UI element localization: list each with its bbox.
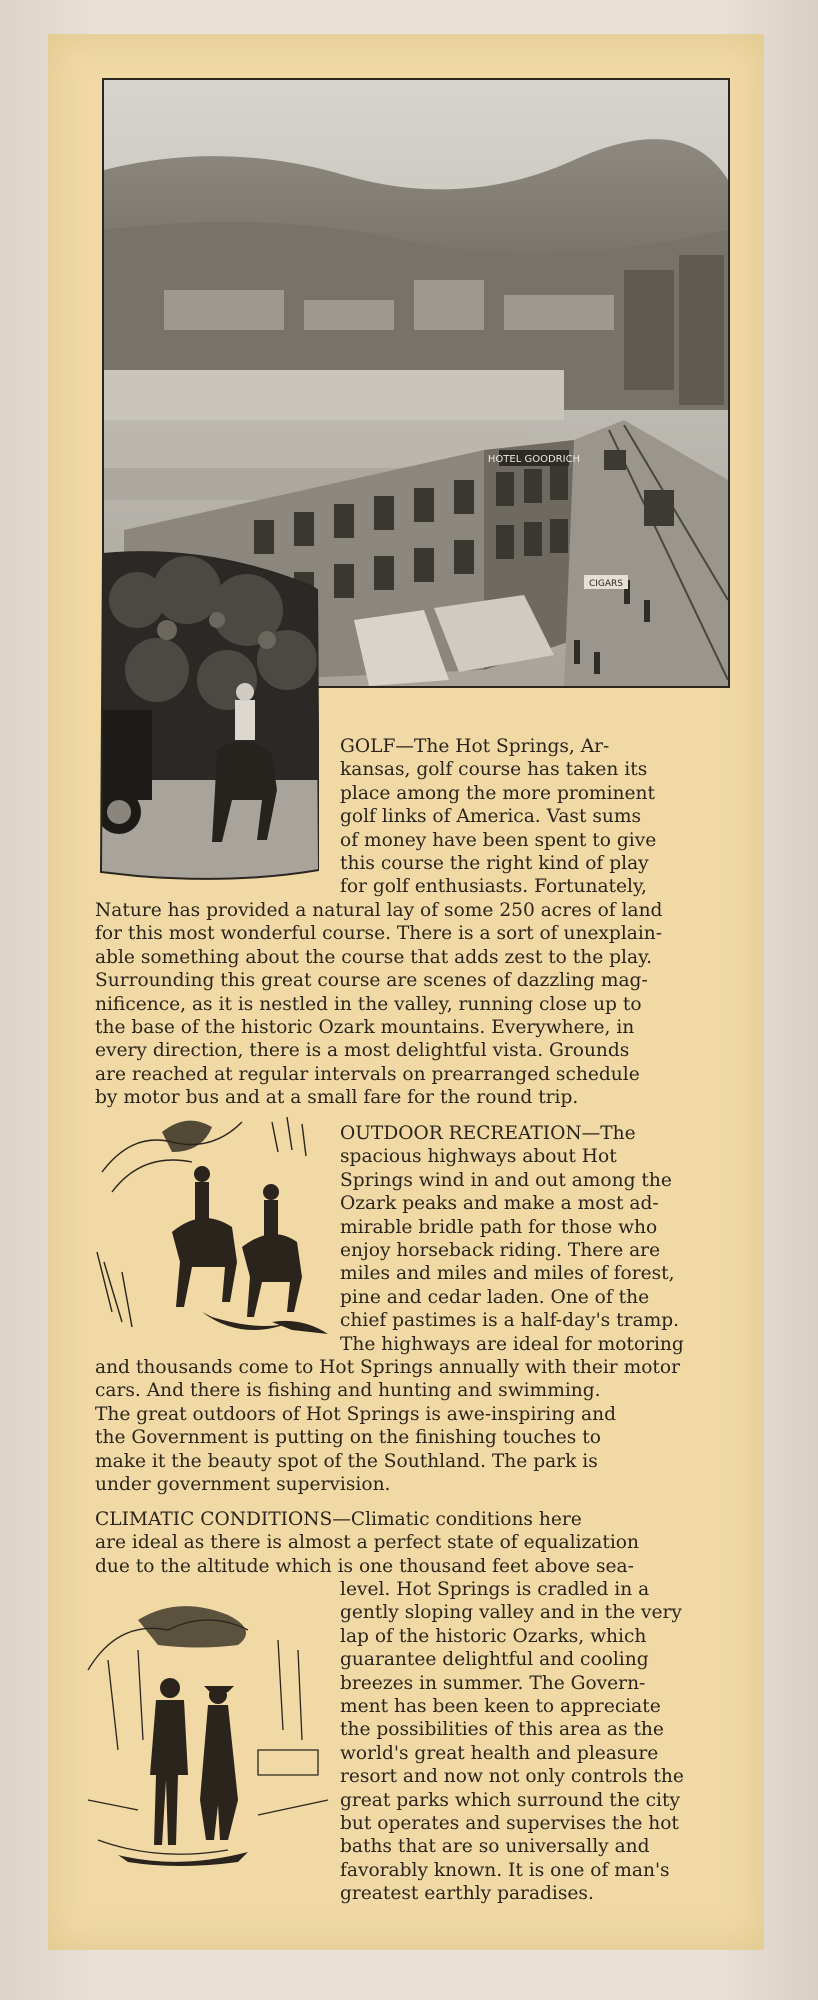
golf-line-11: Surrounding this great course are scenes of dazzling mag- <box>95 970 648 992</box>
golf-line-7: for golf enthusiasts. Fortunately, <box>340 876 647 898</box>
horseback-riders-sketch-icon <box>92 1112 330 1348</box>
strolling-couple-sketch-icon <box>78 1600 336 1870</box>
climatic-line-4: level. Hot Springs is cradled in a <box>340 1579 650 1600</box>
climatic-line-2: are ideal as there is almost a perfect state of equalization <box>95 1532 639 1554</box>
golfer-horse-inset-photo <box>97 550 319 884</box>
outdoor-line-11: and thousands come to Hot Springs annually with their motor <box>95 1357 680 1378</box>
golf-line-1: GOLF—The Hot Springs, Ar- <box>340 736 610 757</box>
climatic-paragraph-lead <box>95 1508 728 1578</box>
climatic-line-6: lap of the historic Ozarks, which <box>340 1625 647 1647</box>
climatic-line-7: guarantee delightful and cooling <box>340 1649 649 1671</box>
outdoor-line-2: spacious highways about Hot <box>340 1146 617 1168</box>
climatic-line-9: ment has been keen to appreciate <box>340 1696 661 1718</box>
climatic-line-13: great parks which surround the city <box>340 1789 680 1811</box>
golf-line-9: for this most wonderful course. There is a sort of unexplain- <box>95 923 663 945</box>
climatic-line-1: CLIMATIC CONDITIONS—Climatic conditions here <box>95 1509 582 1530</box>
outdoor-line-5: mirable bridle path for those who <box>340 1216 658 1238</box>
strolling-couple-sketch <box>78 1600 336 1870</box>
climatic-line-5: gently sloping valley and in the very <box>340 1602 682 1624</box>
outdoor-line-15: make it the beauty spot of the Southland. The park is <box>95 1450 598 1472</box>
golf-line-3: place among the more prominent <box>340 782 655 804</box>
horseback-riders-sketch <box>92 1112 330 1348</box>
climatic-line-12: resort and now not only controls the <box>340 1766 684 1788</box>
outdoor-paragraph-body <box>95 1356 728 1496</box>
outdoor-line-7: miles and miles and miles of forest, <box>340 1263 675 1285</box>
cigars-sign: CIGARS <box>588 579 624 589</box>
golf-line-6: this course the right kind of play <box>340 853 649 875</box>
golf-paragraph-lead <box>340 735 728 899</box>
outdoor-line-1: OUTDOOR RECREATION—The <box>340 1123 636 1144</box>
golf-line-10: able something about the course that adds zest to the play. <box>95 946 653 968</box>
outdoor-line-8: pine and cedar laden. One of the <box>340 1286 650 1308</box>
climatic-line-15: baths that are so universally and <box>340 1836 650 1858</box>
golf-line-8: Nature has provided a natural lay of some 250 acres of land <box>95 900 663 921</box>
climatic-line-17: greatest earthly paradises. <box>340 1883 594 1905</box>
golf-line-2: kansas, golf course has taken its <box>340 759 648 781</box>
golf-line-5: of money have been spent to give <box>340 829 657 851</box>
golf-line-15: are reached at regular intervals on prearranged schedule <box>95 1063 640 1085</box>
golf-line-14: every direction, there is a most delightful vista. Grounds <box>95 1040 630 1062</box>
outdoor-line-9: chief pastimes is a half-day's tramp. <box>340 1310 680 1332</box>
outdoor-line-3: Springs wind in and out among the <box>340 1169 672 1191</box>
outdoor-line-6: enjoy horseback riding. There are <box>340 1240 661 1262</box>
outdoor-line-12: cars. And there is fishing and hunting and swimming. <box>95 1380 601 1402</box>
climatic-line-3: due to the altitude which is one thousand feet above sea- <box>95 1555 634 1577</box>
golf-line-4: golf links of America. Vast sums <box>340 806 642 828</box>
golf-line-16: by motor bus and at a small fare for the round trip. <box>95 1087 579 1109</box>
outdoor-paragraph-lead <box>340 1122 728 1356</box>
climatic-line-11: world's great health and pleasure <box>340 1742 659 1764</box>
climatic-line-14: but operates and supervises the hot <box>340 1813 679 1835</box>
golf-line-13: the base of the historic Ozark mountains. Everywhere, in <box>95 1017 635 1039</box>
climatic-line-16: favorably known. It is one of man's <box>340 1859 670 1881</box>
golf-paragraph-body <box>95 899 728 1110</box>
outdoor-line-10: The highways are ideal for motoring <box>340 1333 684 1355</box>
hotel-sign: HOTEL GOODRICH <box>487 454 581 465</box>
climatic-paragraph-body <box>340 1578 728 1906</box>
climatic-line-10: the possibilities of this area as the <box>340 1719 664 1741</box>
golf-line-12: nificence, as it is nestled in the valley, running close up to <box>95 993 642 1015</box>
outdoor-line-4: Ozark peaks and make a most ad- <box>340 1193 659 1215</box>
outdoor-line-13: The great outdoors of Hot Springs is awe-inspiring and <box>95 1403 616 1425</box>
golfer-horse-rider-vignette-icon <box>97 550 319 884</box>
outdoor-line-14: the Government is putting on the finishing touches to <box>95 1427 601 1449</box>
climatic-line-8: breezes in summer. The Govern- <box>340 1672 646 1694</box>
outdoor-line-16: under government supervision. <box>95 1474 391 1496</box>
